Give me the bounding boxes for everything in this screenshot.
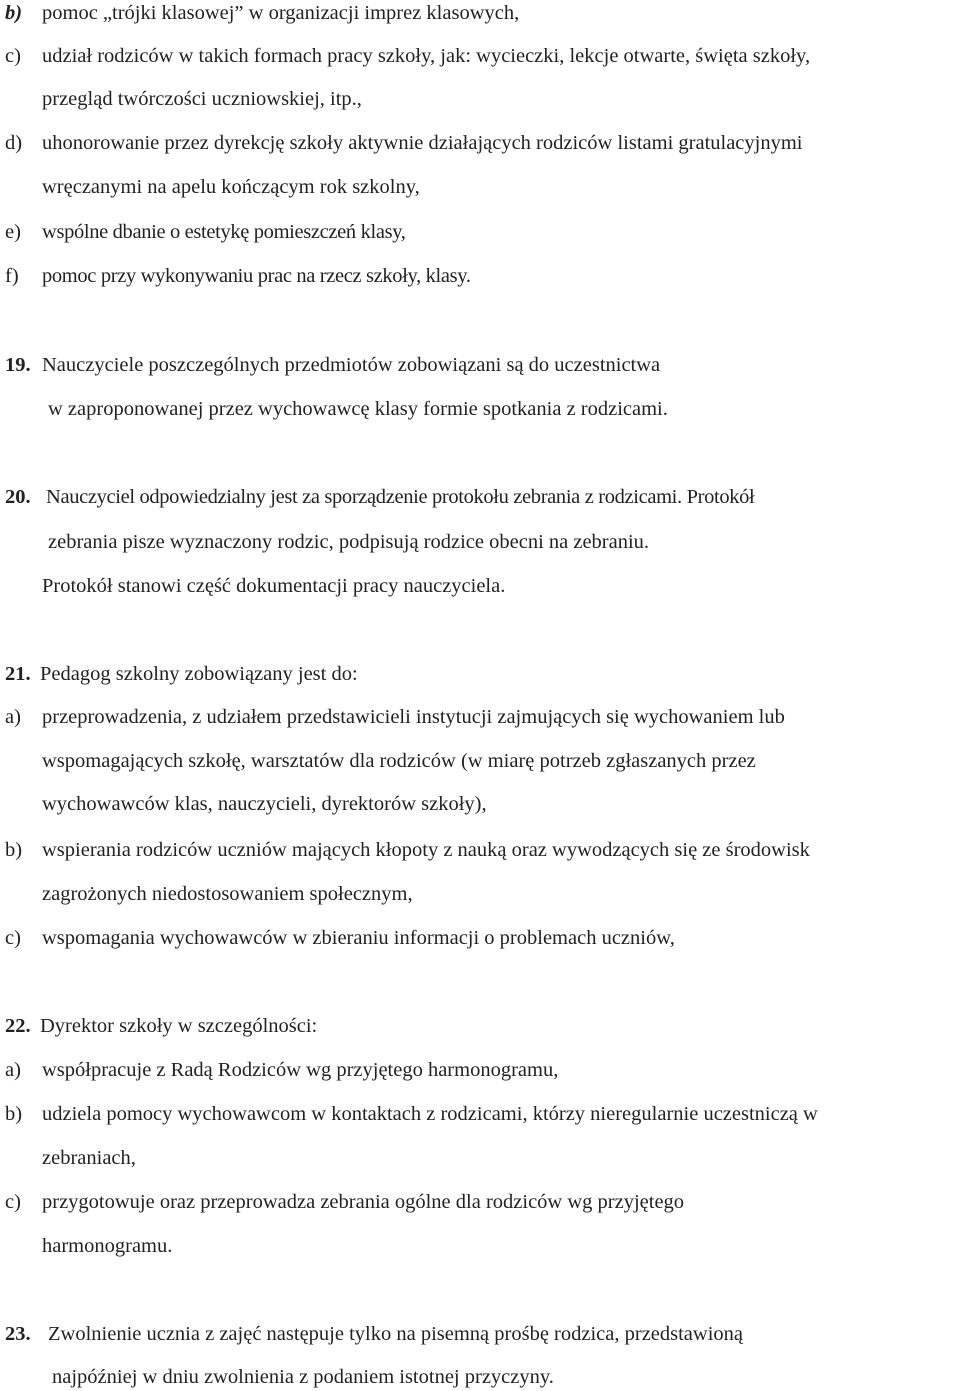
item-text: współpracuje z Radą Rodziców wg przyjętego harmonogramu, [42,1059,559,1081]
item-text: wspomagania wychowawców w zbieraniu informacji o problemach uczniów, [42,927,675,949]
item-marker: f) [5,265,19,287]
paragraph-number: 23. [5,1323,31,1345]
item-marker: c) [5,1191,21,1213]
item-text: udział rodziców w takich formach pracy szkoły, jak: wycieczki, lekcje otwarte, święta szkoły, [42,45,811,67]
item-marker: c) [5,45,21,67]
paragraph-text: najpóźniej w dniu zwolnienia z podaniem istotnej przyczyny. [52,1366,554,1388]
item-text: wspomagających szkołę, warsztatów dla rodziców (w miarę potrzeb zgłaszanych przez [42,750,756,772]
paragraph-text: w zaproponowanej przez wychowawcę klasy formie spotkania z rodzicami. [48,398,668,420]
item-text: udziela pomocy wychowawcom w kontaktach z rodzicami, którzy nieregularnie uczestniczą w [42,1103,818,1125]
item-text: pomoc przy wykonywaniu prac na rzecz szkoły, klasy. [42,265,471,287]
item-marker: b) [5,2,23,24]
item-text: harmonogramu. [42,1235,173,1257]
paragraph-text: Zwolnienie ucznia z zajęć następuje tylko na pisemną prośbę rodzica, przedstawioną [48,1323,744,1345]
item-text: przegląd twórczości uczniowskiej, itp., [42,88,362,110]
paragraph-number: 22. [5,1015,31,1037]
paragraph-text: Nauczyciel odpowiedzialny jest za sporządzenie protokołu zebrania z rodzicami. Protokół [46,486,755,508]
item-text: wychowawców klas, nauczycieli, dyrektorów szkoły), [42,793,487,815]
item-marker: d) [5,132,23,154]
paragraph-number: 19. [5,354,31,376]
item-text: uhonorowanie przez dyrekcję szkoły aktywnie działających rodziców listami gratulacyjnymi [42,132,803,154]
item-marker: c) [5,927,21,949]
item-text: wręczanymi na apelu kończącym rok szkolny, [42,176,420,198]
item-marker: e) [5,221,21,243]
item-marker: a) [5,1059,21,1081]
item-text: pomoc „trójki klasowej” w organizacji imprez klasowych, [42,2,520,24]
item-marker: b) [5,1103,23,1125]
paragraph-text: Protokół stanowi część dokumentacji pracy nauczyciela. [42,575,506,597]
item-text: zebraniach, [42,1147,136,1169]
paragraph-text: Nauczyciele poszczególnych przedmiotów zobowiązani są do uczestnictwa [42,354,661,376]
paragraph-intro: Dyrektor szkoły w szczególności: [40,1015,318,1037]
item-marker: a) [5,706,21,728]
paragraph-intro: Pedagog szkolny zobowiązany jest do: [40,663,358,685]
item-marker: b) [5,839,23,861]
paragraph-number: 21. [5,663,31,685]
item-text: przeprowadzenia, z udziałem przedstawicieli instytucji zajmujących się wychowaniem lub [42,706,785,728]
item-text: wspierania rodziców uczniów mających kłopoty z nauką oraz wywodzących się ze środowisk [42,839,810,861]
item-text: zagrożonych niedostosowaniem społecznym, [42,883,413,905]
paragraph-number: 20. [5,486,31,508]
paragraph-text: zebrania pisze wyznaczony rodzic, podpisują rodzice obecni na zebraniu. [48,531,650,553]
item-text: przygotowuje oraz przeprowadza zebrania ogólne dla rodziców wg przyjętego [42,1191,685,1213]
item-text: wspólne dbanie o estetykę pomieszczeń klasy, [42,221,406,243]
